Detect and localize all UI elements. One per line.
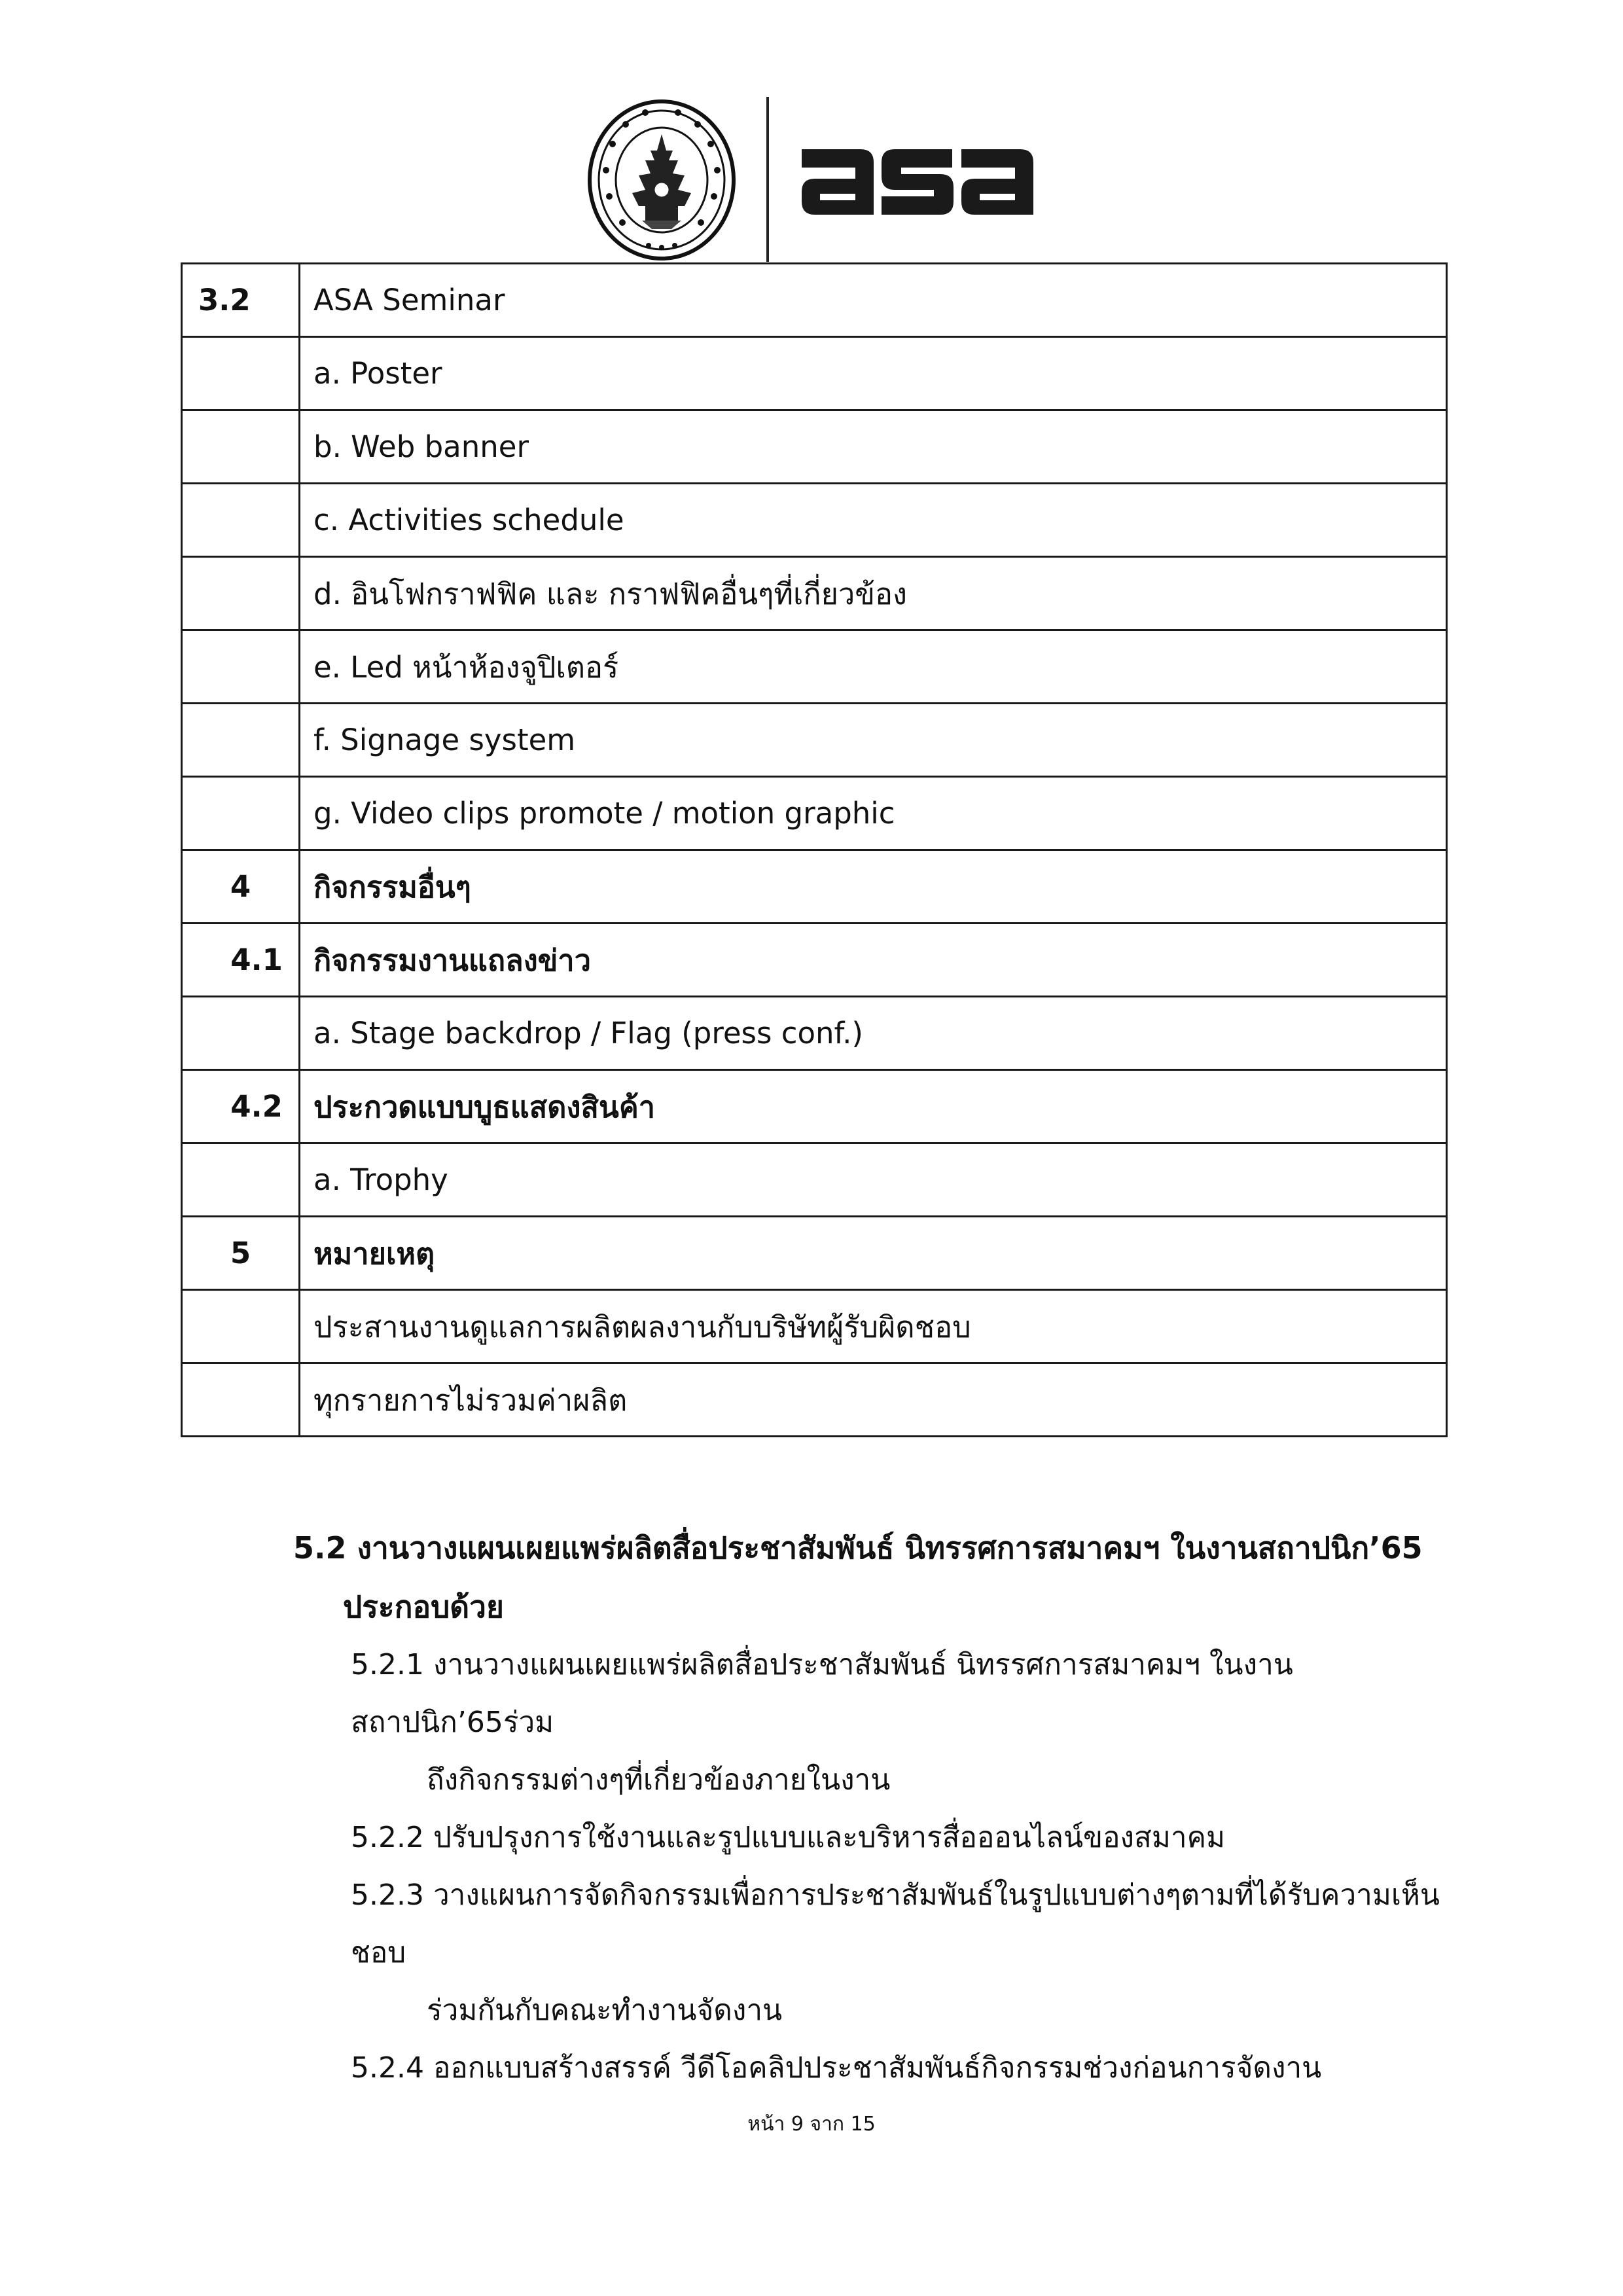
list-item-line1: 5.2.2 ปรับปรุงการใช้งานและรูปแบบและบริหารสื่อออนไลน์ของสมาคม: [351, 1821, 1226, 1854]
page-number-footer: หน้า 9 จาก 15: [747, 2113, 876, 2136]
section-5-2: [293, 1518, 1471, 2097]
specification-table: [181, 262, 1448, 1437]
row-number: 5: [182, 1217, 300, 1290]
asa-wordmark-logo: [795, 136, 1044, 221]
table-row: [182, 630, 1447, 704]
table-row: [182, 264, 1447, 337]
row-text: a. Poster: [300, 337, 1447, 410]
row-text: ประสานงานดูแลการผลิตผลงานกับบริษัทผู้รับผิดชอบ: [300, 1290, 1447, 1363]
row-number: [182, 1363, 300, 1437]
table-row: [182, 410, 1447, 484]
row-text: a. Stage backdrop / Flag (press conf.): [300, 997, 1447, 1070]
section-heading: [293, 1518, 1471, 1636]
table-row: [182, 1363, 1447, 1437]
row-number: 3.2: [182, 264, 300, 337]
table-row: [182, 1290, 1447, 1363]
row-text: ASA Seminar: [300, 264, 1447, 337]
list-item: [351, 2039, 1471, 2097]
asa-seal-logo: [586, 98, 737, 262]
list-item-line1: 5.2.1 งานวางแผนเผยแพร่ผลิตสื่อประชาสัมพันธ์ นิทรรศการสมาคมฯ ในงานสถาปนิก’65ร่วม: [351, 1648, 1293, 1739]
table-row: [182, 557, 1447, 630]
row-text: หมายเหตุ: [300, 1217, 1447, 1290]
page-header: [0, 0, 1623, 268]
row-text: กิจกรรมงานแถลงข่าว: [300, 924, 1447, 997]
table-row: [182, 1217, 1447, 1290]
row-number: 4.2: [182, 1070, 300, 1143]
list-item: [351, 1636, 1471, 1809]
row-text: d. อินโฟกราฟฟิค และ กราฟฟิคอื่นๆที่เกี่ยวข้อง: [300, 557, 1447, 630]
row-number: [182, 704, 300, 777]
row-text: กิจกรรมอื่นๆ: [300, 850, 1447, 924]
list-item-line1: 5.2.3 วางแผนการจัดกิจกรรมเพื่อการประชาสัมพันธ์ในรูปแบบต่างๆตามที่ได้รับความเห็นชอบ: [351, 1878, 1440, 1969]
row-number: [182, 1143, 300, 1217]
row-text: g. Video clips promote / motion graphic: [300, 777, 1447, 850]
table-row: [182, 997, 1447, 1070]
row-number: [182, 410, 300, 484]
row-text: e. Led หน้าห้องจูปิเตอร์: [300, 630, 1447, 704]
row-number: [182, 337, 300, 410]
row-text: ประกวดแบบบูธแสดงสินค้า: [300, 1070, 1447, 1143]
list-item-line2: ถึงกิจกรรมต่างๆที่เกี่ยวข้องภายในงาน: [427, 1763, 891, 1797]
row-number: [182, 557, 300, 630]
table-row: [182, 924, 1447, 997]
row-text: c. Activities schedule: [300, 484, 1447, 557]
row-text: f. Signage system: [300, 704, 1447, 777]
row-text: a. Trophy: [300, 1143, 1447, 1217]
table-row: [182, 850, 1447, 924]
subsection-list: [293, 1636, 1471, 2097]
section-heading-line1: 5.2 งานวางแผนเผยแพร่ผลิตสื่อประชาสัมพันธ์ นิทรรศการสมาคมฯ ในงานสถาปนิก’65: [293, 1530, 1423, 1566]
row-number: 4: [182, 850, 300, 924]
row-number: [182, 1290, 300, 1363]
list-item: [351, 1809, 1471, 1867]
row-number: 4.1: [182, 924, 300, 997]
row-number: [182, 484, 300, 557]
table-row: [182, 704, 1447, 777]
logo-divider: [766, 97, 769, 262]
list-item-line1: 5.2.4 ออกแบบสร้างสรรค์ วีดีโอคลิปประชาสัมพันธ์กิจกรรมช่วงก่อนการจัดงาน: [351, 2051, 1322, 2085]
row-number: [182, 630, 300, 704]
row-number: [182, 997, 300, 1070]
row-number: [182, 777, 300, 850]
list-item: [351, 1867, 1471, 2039]
table-row: [182, 777, 1447, 850]
row-text: ทุกรายการไม่รวมค่าผลิต: [300, 1363, 1447, 1437]
table-row: [182, 337, 1447, 410]
row-text: b. Web banner: [300, 410, 1447, 484]
table-row: [182, 1070, 1447, 1143]
table-row: [182, 1143, 1447, 1217]
table-row: [182, 484, 1447, 557]
list-item-line2: ร่วมกันกับคณะทำงานจัดงาน: [427, 1994, 783, 2027]
section-heading-line2: ประกอบด้วย: [343, 1589, 504, 1624]
